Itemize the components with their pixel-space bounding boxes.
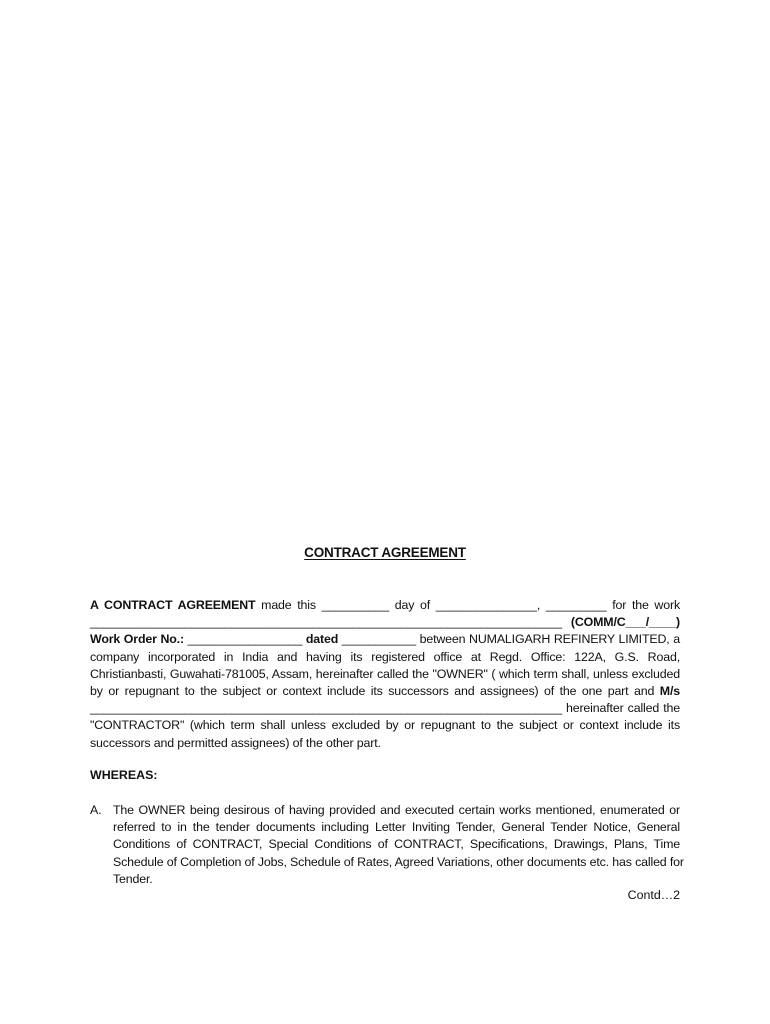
clause-a-line: Tender.: [113, 871, 153, 886]
intro-line: [90, 649, 680, 666]
clause-a-line: The OWNER being desirous of having provided and executed certain works mentioned, enumerated or: [113, 803, 680, 817]
clause-a-body: [113, 802, 684, 888]
text-run: ___________ between NUMALIGARH REFINERY LIMITED, a: [338, 632, 680, 647]
clause-a-marker: A.: [90, 803, 102, 817]
intro-line: [90, 717, 680, 734]
bold-text-run: (COMM/C___/____): [570, 615, 680, 630]
text-run: made this __________ day of _______________, _________ for the work: [255, 598, 680, 612]
intro-line: [90, 631, 680, 648]
text-run: company incorporated in India and having its registered office at Regd. Office: 122A, G.S. Road,: [90, 649, 680, 664]
text-run: _________________: [183, 632, 306, 647]
intro-line: [90, 735, 680, 752]
document-title: [0, 545, 770, 560]
text-run: "CONTRACTOR" (which term shall unless excluded by or repugnant to the subject or context include its: [90, 718, 680, 733]
bold-text-run: Work Order No.:: [90, 632, 184, 647]
text-run: Christianbasti, Guwahati-781005, Assam, hereinafter called the "OWNER" ( which term shall, unless excluded: [90, 666, 680, 681]
bold-text-run: dated: [305, 632, 339, 647]
intro-line: [90, 614, 680, 631]
bold-text-run: M/s: [659, 684, 680, 699]
text-run: ______________________________________________________________________ hereinafter called the: [90, 701, 680, 716]
intro-line: [90, 700, 680, 717]
intro-line: [90, 683, 680, 700]
text-run: successors and permitted assignees) of the other part.: [90, 735, 381, 750]
text-run: ______________________________________________________________________: [90, 615, 571, 630]
clause-a: [90, 802, 684, 888]
clause-a-line: Schedule of Completion of Jobs, Schedule of Rates, Agreed Variations, other documents etc. has called for: [113, 854, 684, 869]
whereas-heading: WHEREAS:: [90, 768, 158, 782]
intro-paragraph: [90, 597, 680, 752]
clause-a-line: Conditions of CONTRACT, Special Conditions of CONTRACT, Specifications, Drawings, Plans, Time: [113, 837, 680, 852]
clause-a-line: referred to in the tender documents including Letter Inviting Tender, General Tender Notice, General: [113, 820, 680, 835]
document-title-text: CONTRACT AGREEMENT: [304, 545, 466, 560]
intro-line: [90, 666, 680, 683]
bold-text-run: A CONTRACT AGREEMENT: [90, 598, 256, 612]
text-run: by or repugnant to the subject or context include its successors and assignees) of the one part and: [90, 684, 660, 699]
continued-marker: Contd…2: [627, 888, 680, 902]
intro-line: [90, 597, 680, 614]
